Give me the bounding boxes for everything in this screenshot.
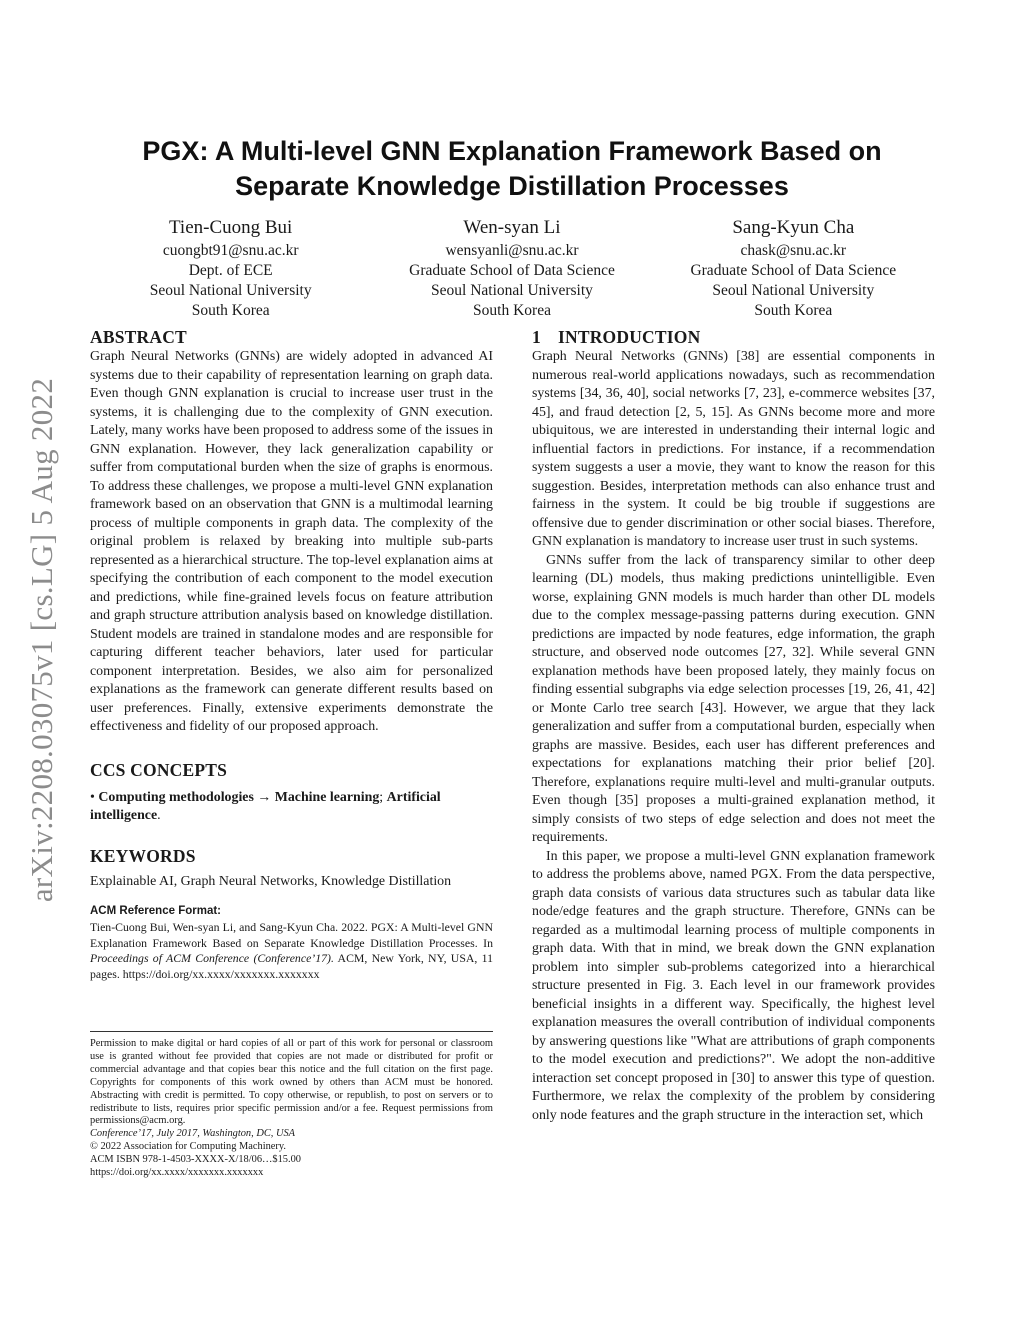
intro-paragraph-3: In this paper, we propose a multi-level GNN explanation framework to address the problems above, named PGX. From the data perspective, graph data consists of various data structures such as tabular data like node/edge features and the graph structure. Therefore, GNNs can be regarded as a multimodal learning process of multiple components in graph data. With that in mind, we break down the GNN explanation problem into simpler sub-problems categorized into a hierarchical structure presented in Fig. 3. Each level in our framework provides beneficial insights in a different way. Specifically, the highest level explanation measures the overall contribution of individual components by answering questions like "What are attributions of graph components to the model execution and predictions?". We adopt the non-additive interaction set concept proposed in [30] to answer this type of question. Furthermore, we relax the complexity of the problem by considering only node features and the graph structure in the interaction set, which (532, 848, 935, 1123)
isbn-line: ACM ISBN 978-1-4503-XXXX-X/18/06…$15.00 (90, 1154, 301, 1166)
keywords-heading: KEYWORDS (90, 845, 196, 866)
conference-info: Conference’17, July 2017, Washington, DC, USA (90, 1128, 295, 1140)
keywords-text: Explainable AI, Graph Neural Networks, Knowledge Distillation (90, 873, 452, 889)
section-title: INTRODUCTION (558, 327, 701, 347)
reference-text-end: ACM, New York, NY, USA, 11 pages. https://doi.org/xx.xxxx/xxxxxxx.xxxxxxx (90, 951, 493, 982)
abstract-body (90, 348, 493, 737)
intro-paragraph-1: Graph Neural Networks (GNNs) [38] are essential components in numerous real-world applications nowadays, such as recommendation systems [34, 36, 40], social networks [7, 23], e-commerce websites [37, 45], and fraud detection [2, 5, 15]. As GNNs become more and more ubiquitous, we are interested in understanding their internal logic and influential factors in predictions. For instance, if a recommendation system suggests a user a movie, they want to know the reason for this suggestion. Besides, interpretation methods can also enhance trust and fairness in the system. It could be big trouble if suggestions are offensive due to gender discrimination or other social biases. Therefore, GNN explanation is mandatory to increase user trust in such systems. (532, 349, 935, 549)
intro-paragraph-2: GNNs suffer from the lack of transparency similar to other deep learning (DL) models, thus making predictions unintelligible. Even worse, explaining GNN models is much harder than other DL models due to the complex message-passing patterns during execution. GNN predictions are impacted by node features, edge information, the graph structure, and observed node outcomes [27, 32]. While several GNN explanation methods have been proposed lately, they mainly focus on finding essential subgraphs via edge selection processes [19, 26, 41, 42] or Monte Carlo tree search [43]. However, we argue that they lack generalization and suffer from a computational burden, especially when graphs are massive. Besides, each user has different preferences and expectations for explanations matching their prior belief [20]. Therefore, explanations require multi-level and multi-granular outputs. Even though [35] proposes a multi-grained explanation method, it simply consists of two steps of edge selection and does not meet the requirements. (532, 552, 935, 845)
author-1 (90, 216, 371, 321)
reference-text: Tien-Cuong Bui, Wen-syan Li, and Sang-Kyun Cha. 2022. PGX: A Multi-level GNN Explanation Framework Based on Separate Knowledge Distillation Processes. In (90, 920, 493, 950)
reference-format-body (90, 920, 493, 983)
author-dept: Graduate School of Data Science (409, 262, 615, 279)
title-line-2: Separate Knowledge Distillation Processes (235, 171, 789, 201)
arxiv-id: arXiv:2208.03075v1 [cs.LG] 5 Aug 2022 (24, 377, 59, 903)
ccs-bullet: • (90, 789, 95, 805)
abstract-text: Graph Neural Networks (GNNs) are widely adopted in advanced AI systems due to their capability of representation learning on graph data. Even though GNN explanation is crucial to increase user trust in the systems, it is challenging due to the complexity of GNN execution. Lately, many works have been proposed to address some of the issues in GNN explanation. However, they lack generalization capability or suffer from computational burden when the size of graphs is enormous. To address these challenges, we propose a multi-level GNN explanation framework based on an observation that GNN is a multimodal learning process of multiple components in graph data. The complexity of the original problem is relaxed by breaking into multiple sub-parts represented as a hierarchical structure. The top-level explanation aims at specifying the contribution of each component to the model execution and predictions, while fine-grained levels focus on feature attribution and graph structure attribution analysis based on knowledge distillation. Student models are trained in standalone modes and are responsible for capturing different teacher behaviors, later used for particular component interpretation. Besides, we also aim for personalized explanations as the framework can generate different results based on user preferences. Finally, extensive experiments demonstrate the effectiveness and fidelity of our proposed approach. (90, 349, 493, 734)
author-block (90, 216, 934, 321)
author-email: cuongbt91@snu.ac.kr (162, 242, 299, 259)
ccs-end: . (157, 808, 161, 823)
author-name: Wen-syan Li (463, 217, 561, 238)
author-3 (653, 216, 934, 321)
reference-format-heading: ACM Reference Format: (90, 905, 221, 917)
author-name: Sang-Kyun Cha (732, 217, 855, 238)
intro-body (532, 348, 935, 1125)
section-number: 1 (532, 327, 541, 347)
abstract-heading: ABSTRACT (90, 327, 187, 347)
reference-venue: Proceedings of ACM Conference (Conference’17). (90, 951, 334, 966)
author-country: South Korea (473, 302, 551, 319)
permission-notice: Permission to make digital or hard copies of all or part of this work for personal or classroom use is granted without fee provided that copies are not made or distributed for profit or commercial advantage and that copies bear this notice and the full citation on the first page. Copyrights for components of this work owned by others than ACM must be honored. Abstracting with credit is permitted. To copy otherwise, or republish, to post on servers or to redistribute to lists, requires prior specific permission and/or a fee. Request permissions from permissions@acm.org. (90, 1038, 493, 1127)
copyright-line: © 2022 Association for Computing Machinery. (90, 1141, 286, 1153)
left-column (90, 326, 493, 983)
author-country: South Korea (191, 302, 270, 319)
author-name: Tien-Cuong Bui (168, 217, 293, 238)
ccs-heading: CCS CONCEPTS (90, 759, 228, 780)
author-email: wensyanli@snu.ac.kr (445, 242, 579, 259)
author-dept: Dept. of ECE (188, 262, 273, 279)
right-column (532, 326, 935, 1125)
author-email: chask@snu.ac.kr (740, 242, 847, 259)
copyright-footnote (90, 1031, 493, 1180)
intro-heading (532, 326, 935, 348)
author-country: South Korea (754, 302, 833, 319)
ccs-item-ai: Artificial intelligence (90, 789, 441, 823)
paper-title (90, 134, 934, 204)
author-university: Seoul National University (712, 282, 875, 299)
author-university: Seoul National University (431, 282, 593, 299)
author-2 (371, 216, 652, 321)
ccs-item-ml: Machine learning (274, 789, 380, 805)
keywords-body (90, 873, 493, 892)
title-line-1: PGX: A Multi-level GNN Explanation Framework Based on (142, 136, 882, 166)
ccs-item-computing: Computing methodologies (98, 789, 254, 805)
ccs-arrow: → (257, 789, 272, 805)
doi-line: https://doi.org/xx.xxxx/xxxxxxx.xxxxxxx (90, 1167, 264, 1179)
ccs-concepts (90, 789, 493, 826)
ccs-separator: ; (379, 789, 384, 805)
author-university: Seoul National University (149, 282, 312, 299)
arxiv-stamp (12, 350, 72, 930)
author-dept: Graduate School of Data Science (690, 262, 897, 279)
